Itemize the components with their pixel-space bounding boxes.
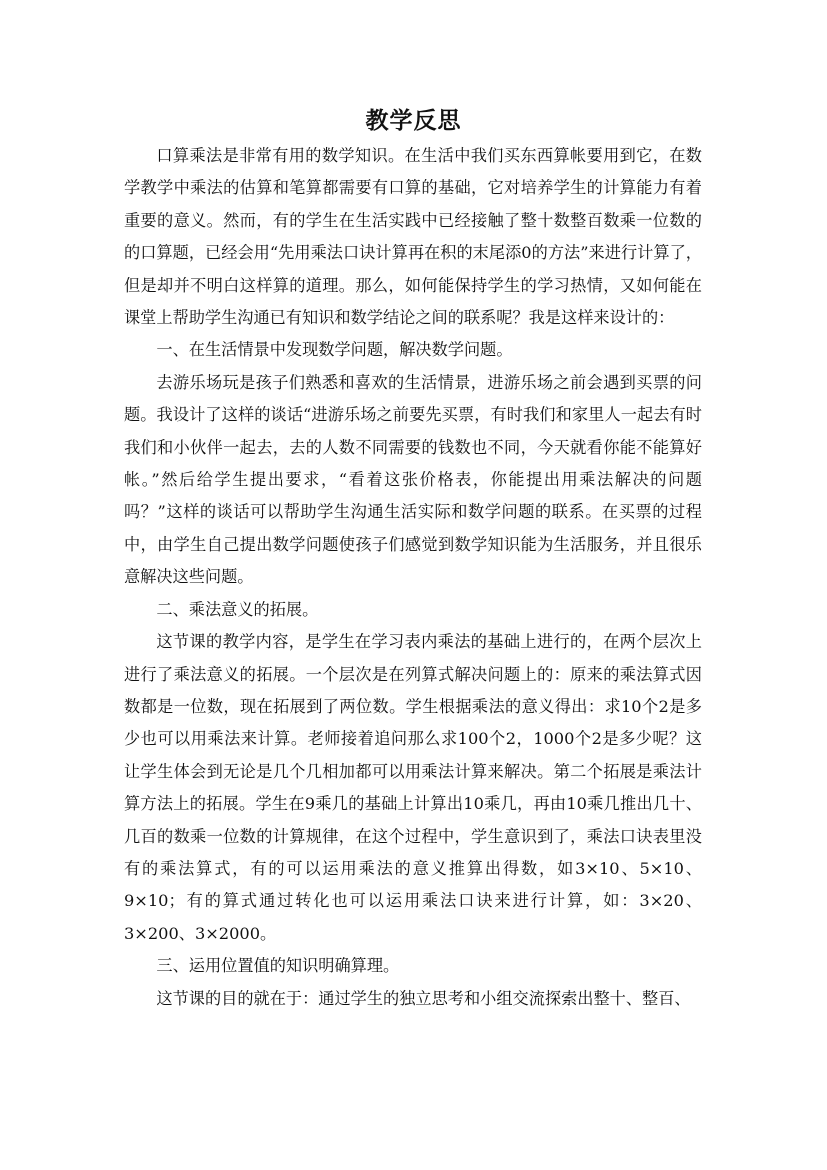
section-heading-3: 三、运用位置值的知识明确算理。 xyxy=(156,956,400,976)
section-heading-2: 二、乘法意义的拓展。 xyxy=(156,599,319,619)
document-body xyxy=(124,140,702,1015)
document-title: 教学反思 xyxy=(365,108,462,134)
paragraph-intro: 口算乘法是非常有用的数学知识。在生活中我们买东西算帐要用到它，在数学教学中乘法的估算和笔算都需要有口算的基础，它对培养学生的计算能力有着重要的意义。然而，有的学生在生活实践中已经接触了整十数整百数乘一位数的的口算题，已经会用“先用乘法口诀计算再在积的末尾添0的方法”来进行计算了，但是却并不明白这样算的道理。那么，如何能保持学生的学习热情，又如何能在课堂上帮助学生沟通已有知识和数学结论之间的联系呢？我是这样来设计的： xyxy=(124,146,702,328)
paragraph-section-2: 这节课的教学内容，是学生在学习表内乘法的基础上进行的，在两个层次上进行了乘法意义的拓展。一个层次是在列算式解决问题上的：原来的乘法算式因数都是一位数，现在拓展到了两位数。学生根据乘法的意义得出：求10个2是多少也可以用乘法来计算。老师接着追问那么求100个2，1000个2是多少呢？这让学生体会到无论是几个几相加都可以用乘法计算来解决。第二个拓展是乘法计算方法上的拓展。学生在9乘几的基础上计算出10乘几，再由10乘几推出几十、几百的数乘一位数的计算规律，在这个过程中，学生意识到了，乘法口诀表里没有的乘法算式，有的可以运用乘法的意义推算出得数，如3×10、5×10、9×10；有的算式通过转化也可以运用乘法口诀来进行计算，如：3×20、3×200、3×2000。 xyxy=(124,632,702,943)
section-heading-1: 一、在生活情景中发现数学问题，解决数学问题。 xyxy=(156,340,513,360)
paragraph-section-1: 去游乐场玩是孩子们熟悉和喜欢的生活情景，进游乐场之前会遇到买票的问题。我设计了这样的谈话“进游乐场之前要先买票，有时我们和家里人一起去有时我们和小伙伴一起去，去的人数不同需要的钱数也不同，今天就看你能不能算好帐。”然后给学生提出要求，“看着这张价格表，你能提出用乘法解决的问题吗？”这样的谈话可以帮助学生沟通生活实际和数学问题的联系。在买票的过程中，由学生自己提出数学问题使孩子们感觉到数学知识能为生活服务，并且很乐意解决这些问题。 xyxy=(124,372,702,587)
paragraph-section-3: 这节课的目的就在于：通过学生的独立思考和小组交流探索出整十、整百、 xyxy=(156,988,691,1008)
